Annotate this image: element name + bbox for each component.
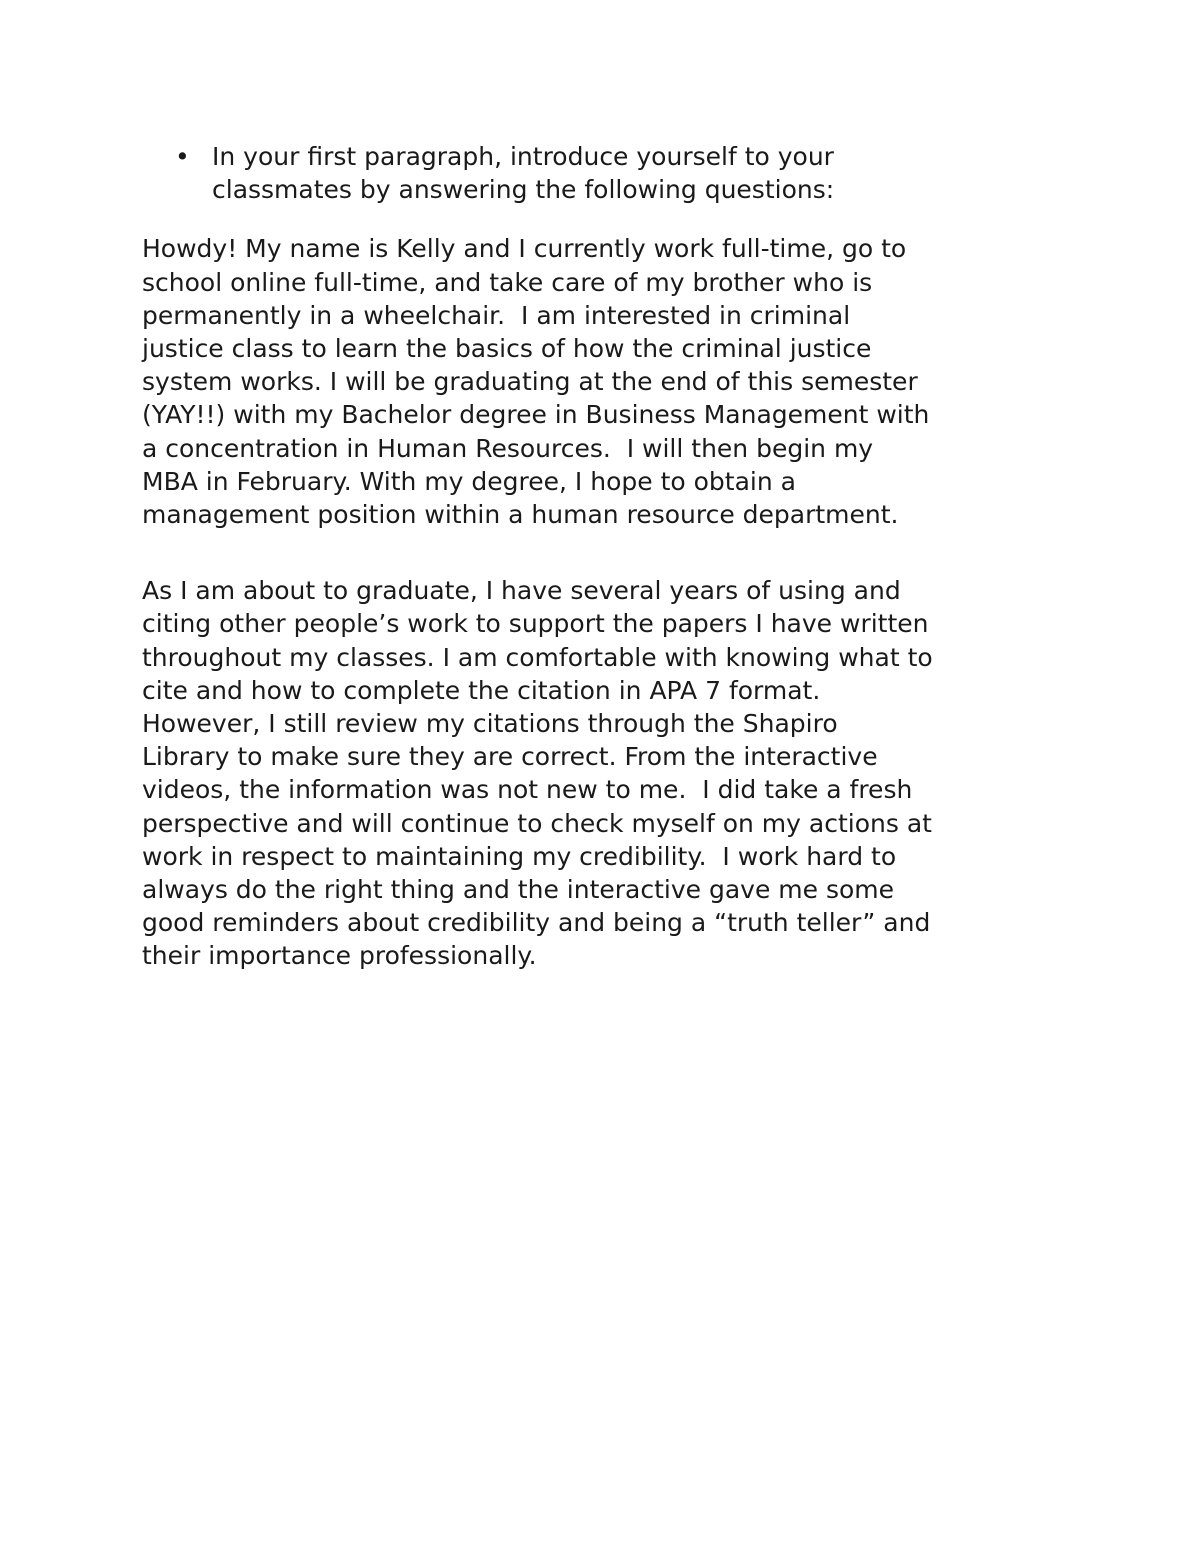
paragraph-line: citing other people’s work to support the papers I have written [142,609,929,639]
bullet-icon: • [175,142,190,171]
paragraph-line: justice class to learn the basics of how the criminal justice [142,334,872,364]
paragraph-line: However, I still review my citations through the Shapiro [142,709,838,739]
paragraph-line: cite and how to complete the citation in APA 7 format. [142,675,821,705]
paragraph-line: their importance professionally. [142,941,537,971]
paragraph-line: system works. I will be graduating at the end of this semester [142,367,918,397]
paragraph-line: always do the right thing and the interactive gave me some [142,875,895,905]
paragraph-line: As I am about to graduate, I have several years of using and [142,576,901,606]
paragraph-line: throughout my classes. I am comfortable with knowing what to [142,642,933,672]
bullet-line: classmates by answering the following questions: [212,175,835,205]
paragraph-line: Howdy! My name is Kelly and I currently work full-time, go to [142,234,907,264]
paragraph-line: school online full-time, and take care of my brother who is [142,267,873,297]
paragraph-line: management position within a human resource department. [142,500,899,530]
paragraph-line: work in respect to maintaining my credibility. I work hard to [142,841,897,871]
citation-paragraph [142,574,1082,972]
paragraph-line: (YAY!!) with my Bachelor degree in Business Management with [142,400,930,430]
document-body [142,140,1082,973]
paragraph-line: videos, the information was not new to me. I did take a fresh [142,775,913,805]
paragraph-line: MBA in February. With my degree, I hope to obtain a [142,466,796,496]
paragraph-line: Library to make sure they are correct. From the interactive [142,742,878,772]
paragraph-line: a concentration in Human Resources. I will then begin my [142,433,874,463]
introduction-paragraph [142,232,1082,531]
instruction-bullet [142,140,1082,206]
bullet-line: In your first paragraph, introduce yourself to your [212,142,834,171]
paragraph-line: permanently in a wheelchair. I am interested in criminal [142,300,851,330]
paragraph-line: good reminders about credibility and being a “truth teller” and [142,908,931,938]
paragraph-line: perspective and will continue to check myself on my actions at [142,808,932,838]
